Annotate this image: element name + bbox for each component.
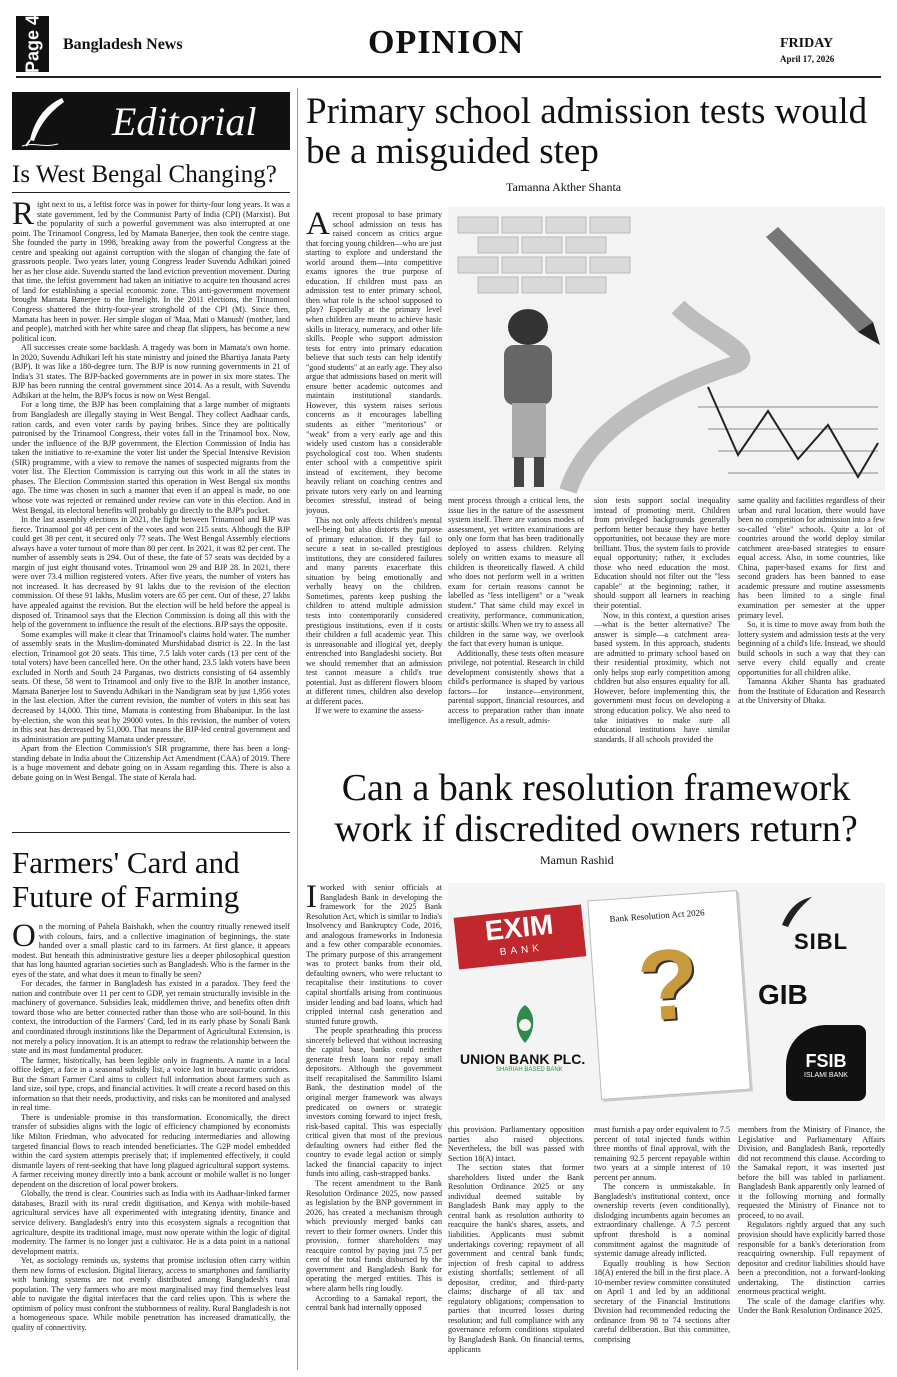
farmers-title: Farmers' Card and Future of Farming [12, 845, 240, 914]
section-title: OPINION [368, 24, 525, 61]
editorial-body: Right next to us, a leftist force was in power for thirty-four long years. It was a state government, led by the Communist Party of India (CPI) (Marxist). But the popularity of such a powerful government was also interrupted at one point. The Trinamool Congress, led by Mamata Banerjee, then took the centre stage. She founded the party in 1998, breaking away from the powerful Congress at the centre and speaking out against corruption with the slogan of changing the fate of grassroots people. Two years later, young Congress leader Suvendu Adhikari joined her as her close aide. Suvendu started the land eviction prevention movement. During that time, the leftist government had taken an initiative to acquire ten thousand acres of land for establishing a special economic zone. This anti-government movement brought Mamata Banerjee to the limelight. In the 2011 elections, the Trinamool Congress shattered the thirty-four-year stronghold of the CPI (M). Since then, Mamata has been in power. Her simple slogan of 'Maa, Mati o Manush' (mother, land and people), matched with her white saree and cheap flat slippers, has become a new political icon. All successes create some backlash. A tragedy was born in Mamata's own home. In 2020, Suvendu Adhikari left his state ministry and joined the Bhartiya Janata Party (BJP). It was like a 180-degree turn. The BJP is now running governments in 21 of India's 31 states. The BJP-backed governments are in power in six more states. The BJP has been running the central government since 2014. As a result, with Suvendu Adhikari at the helm, the BJP's focus is now on West Bengal. For a long time, the BJP has been complaining that a large number of migrants from Bangladesh are illegally staying in West Bengal. They collect Aadhaar cards, ration cards, and even voter cards by paying bribes. Since they are politically patronised by the Trinamool Congress, their votes fall in the Trinamool box. Now, under the influence of the BJP government, the Election Commission of India has taken the initiative to re-examine the voter list under the Special Intensive Revision (SIR) programme, with a view to remove the names of suspected migrants from the voter list. The Election Commission is carrying out this work in all the states in phases. The Election Commission started this operation in West Bengal six months ago. The time was chosen in such a manner that even if an appeal is made, no one whose vote was rejected or remained under review can vote in this election. And in West Bengal, its electoral benefits will probably go directly to the BJP's pocket. In the last assembly elections in 2021, the fight between Trinamool and BJP was fierce. Trinamool got 48 per cent of the votes and won 215 seats. Although the BJP could get 38 per cent, it secured only 77 seats. The West Bengal Assembly elections always have a voter turnout of more than 80 per cent. In 2021, it was 82 per cent. The number of assembly seats is 294. Out of these, the fate of 57 seats was decided by a margin of just eight thousand votes. Trinamool won 29 and BJP 28. In 2021, there were over 73.4 million registered voters. After five years, the number of voters has not increased. It has decreased by 91 lakhs due to the revision of the election commission. Of these 91 lakhs, Muslim voters are 65 per cent. Out of these, 27 lakhs have appealed against the revision. But the election will be held before the appeal is disposed of. Trinamool says that the Election Commission is doing all this with the help of the government to influence the result of the elections. BJP says the opposite. Some examples will make it clear that Trinamool's claims hold water. The number of assembly seats in the Muslim-dominated Murshidabad district is 22. In the last election, Trinamool got 20 seats. This time, 7.5 lakh voter cards (13 per cent of the total voters) have been cancelled here. On the other hand, 23.5 lakh voters have been excluded in North and South 24 Parganas, two districts consisting of 64 assembly seats. Of these, 58 went to Trinamool and only five to the BJP. In another instance, Mamata Banerjee lost to Suvendu Adhikari in the Nandigram seat by just 1,956 votes in the last election. After the current revision, the number of voters in this seat has decreased by 14,000. This time, Mamata is contesting from Bhabanipur. In the last by-election, she won this seat by 29000 votes. In this revision, the number of voters in this seat has decreased by 51,000. That means the BJP-led central government and its administration are putting Mamata under pressure. Apart from the Election Commission's SIR programme, there has been a long-standing debate in India about the Citizenship Act Amendment (CAA) of 2019. There is a huge movement and debate going on in Assam regarding this. There is also a debate going on in West Bengal. The state of Kerala had. [12, 196, 290, 782]
union-bank-emblem-icon [510, 1001, 540, 1047]
union-bank-sub: SHARIAH BASED BANK [496, 1067, 563, 1073]
primary-title: Primary school admission tests would be a misguided step [306, 91, 868, 172]
editorial-title-rule [12, 192, 290, 193]
sibl-emblem-icon [778, 895, 814, 929]
child-and-pencil-graph-icon [448, 207, 885, 491]
paper-name: Bangladesh News [63, 36, 183, 53]
primary-col2: ment process through a critical lens, the issue lies in the nature of the assessment system itself. There are various modes of assessment, yet written examinations are only one form that has been traditionally deployed to assess children. Relying solely on written exams to measure all children is theoretically flawed. A child who does not perform well in a written exam for certain reasons cannot be labelled as "less intelligent" or a "weak student." That same child may excel in creativity, performance, communication, or artistic skills. When we try to assess all children in the same way, we overlook the fact that every human is unique. Additionally, these tests often measure privilege, not potential. Research in child development consistently shows that a child's performance is shaped by various factors—for instance—environment, parental support, financial resources, and access to preparation rather than innate intelligence. As a result, admis- [448, 496, 584, 725]
sibl-logo: SIBL [794, 929, 849, 954]
bank-col3: must furnish a pay order equivalent to 7.5 percent of total injected funds within three months of final approval, with the remaining 92.5 percent repayable within two years at a simple interest of 10 percent per annum. The concern is unmistakable. In Bangladesh's institutional context, once ownership reverts (even conditionally), dislodging incumbents again becomes an extraordinary challenge. A 7.5 percent upfront threshold is a nominal commitment against the magnitude of systemic damage already inflicted. Equally troubling is how Section 18(A) entered the bill in the first place. A 10-member review committee constituted on April 1 and led by an additional secretary of the Financial Institutions Division had recommended reducing the ordinance from 98 to 74 sections after careful deliberation. But this committee, comprising [594, 1125, 730, 1345]
quill-pen-icon [14, 92, 84, 150]
page-label: Page 4 [22, 14, 42, 74]
bank-illustration [448, 883, 885, 1121]
bank-title: Can a bank resolution framework work if discredited owners return? [334, 767, 858, 850]
bank-resolution-document [587, 890, 751, 1100]
union-bank-name: UNION BANK PLC. [460, 1051, 586, 1067]
issue-date: April 17, 2026 [780, 54, 835, 64]
masthead-rule [16, 76, 881, 78]
question-mark-icon: ? [633, 927, 703, 1044]
bank-col1: I worked with senior officials at Bangladesh Bank in developing the framework for the 2025 Bank Resolution Act, which is similar to India's Insolvency and Bankruptcy Code, 2016, and analogous frameworks in Indonesia and a few other comparable economies. The primary purpose of this arrangement was to protect banks from their old, defaulting owners, who were reluctant to recapitalise their institutions to cover capital shortfalls arising from continuous insider lending and bad loans, which had crippled internal cash generation and stunted future growth. The people spearheading this process sincerely believed that without increasing the capital base, banks could neither generate fresh loans nor repay small depositors. Although the government itself recapitalised the Sammilito Islami Bank, the destination model of the original merger framework was always predicated on owners or strategic investors coming forward to inject fresh, risk-based capital. This was especially critical given that most of the previous defaulting owners had either fled the country to evade legal action or simply lacked the financial capacity to inject funds into ailing, cash-strapped banks. The recent amendment to the Bank Resolution Ordinance 2025, now passed as legislation by the BNP government in 2026, has created a mechanism through which previously merged banks can revert to their former owners. Under this provision, former shareholders may reacquire control by paying just 7.5 per cent of the total funds disbursed by the government and Bangladesh Bank for operating the merged entities. This is where alarm bells ring loudly. According to a Samakal report, the central bank had internally opposed [306, 879, 442, 1313]
bank-col2: this provision. Parliamentary opposition parties also raised objections. Nevertheless, the bill was passed with Section 18(A) intact. The section states that former shareholders listed under the Bank Resolution Ordinance 2025 or any individual deemed suitable by Bangladesh Bank may apply to the central bank as resolution authority to reacquire the bank's shares, assets, and liabilities. Applicants must submit undertakings covering: repayment of all government and central bank funds; injection of fresh capital to address existing shortfalls; settlement of all depositor, creditor, and third-party claims; discharge of all tax and regulatory obligations; compensation to parties that incurred losses during resolution; and full compliance with any governance reform conditions stipulated by Bangladesh Bank. On financial terms, applicants [448, 1125, 584, 1354]
editorial-label: Editorial [112, 99, 257, 144]
page-number-tab [16, 16, 49, 72]
column-rule [297, 88, 298, 1370]
document-title: Bank Resolution Act 2026 [609, 907, 705, 924]
primary-col3: sion tests support social inequality instead of promoting merit. Children from privileged backgrounds generally perform better because they have better opportunities, not because they are more brilliant. Thus, the system fails to provide equal opportunity; rather, it excludes those who need education the most. Education should not filter out the "less capable" at the beginning; rather, it should support all learners in reaching their potential. Now, in this context, a question arises—what is the better alternative? The answer is simple—a catchment area-based system. In this approach, students are admitted to primary school based on their residential proximity, which not only helps stop early competition among children but also ensures equality for all. However, before implementing this, the government must focus on developing a strong education policy. We also need to take initiatives to make sure all educational institutions have similar standards. If all schools provided the [594, 496, 730, 744]
primary-col1: A recent proposal to base primary school admission on tests has raised concern as critics argue that forcing young children—who are just starting to explore and understand the world around them—into competitive exams ignores the true purpose of education. If children must pass an admission test to enter primary school, then what role is the school supposed to play? Especially at the primary level when children are meant to achieve basic skills in literacy, numeracy, and other life skills. People who support admission tests for entry into primary education believe that such tests can help identify "good students" at an early age. They also argue that admissions based on merit will ensure better academic outcomes and maintain institutional standards. However, this system raises serious concerns as it encourages labelling students as either "meritorious" or "weak" from a very early age and this widely used custom has a considerable psychological cost too. When students enter school with a competitive spirit instead of excitement, they become heavily reliant on coaching centres and private tutors very early on and learning becomes stressful, instead of being joyous. This not only affects children's mental well-being but also distorts the purpose of primary education. If they fail to secure a seat in so-called prestigious institutions, they are considered failures and many parents exacerbate this situation by being emotionally and verbally heavy on the children. Sometimes, parents keep pushing the children to attend multiple admission tests into contemporarily considered prestigious institutions, even if it costs their children a full academic year. This is unreasonable and illogical yet, deeply entrenched into Bangladeshi society. But we should remember that an admission test cannot measure a child's true potential. Just as different flowers bloom at different times, children also develop at different paces. If we were to examine the assess- [306, 206, 442, 716]
editorial-title: Is West Bengal Changing? [12, 161, 277, 188]
primary-col4: same quality and facilities regardless of their urban and rural location, there would have been no competition for admission into a few so-called "elite" schools. Quite a lot of countries around the world deploy similar catchment area-based strategies to ensure equal access. Also, in some countries, like China, paper-based exams for first and second graders has been banned to ease academic pressure and routine assessments has been limited to a single final examination per semester at the upper primary level. So, it is time to move away from both the lottery system and admission tests at the very beginning of a child's life. Instead, we should build schools in such a way that they can serve every child equally and create opportunities for all children alike. Tamanna Akther Shanta has graduated from the Institute of Education and Research at the University of Dhaka. [738, 496, 885, 706]
farmers-body: On the morning of Pahela Baishakh, when the country ritually renewed itself with colours, fairs, and a collective imagination of beginnings, the state handed over a small plastic card to its farmers. At first glance, it appears modest. But beneath this administrative gesture lies a deeper philosophical question that has long haunted agrarian societies such as Bangladesh. Who is the farmer in the eyes of the state, and what does it mean to finally be seen? For decades, the farmer in Bangladesh has existed in a paradox. They feed the nation and contribute over 11 per cent to GDP, yet remain structurally invisible in the machinery of governance. Subsidies leak, middlemen thrive, and benefits often drift toward those who are better connected rather than those who are soil-bound. In this context, the introduction of the Farmers' Card, led in its early phase by Sonali Bank and coordinated through institutions like the Department of Agricultural Extension, is not merely a policy innovation. It is an attempt to redraw the relationship between the state and its most fundamental producer. The farmer, historically, has been legible only in fragments. A name in a local office ledger, a face in a seasonal subsidy list, a voice lost in bureaucratic corridors. But the Smart Farmer Card aims to collect full information about farmers such as land size, soil type, crops, and financial activities. It will create a record based on this information so that their needs, productivity, and risks can be monitored and analysed in real time. There is undeniable promise in this transformation. Economically, the direct transfer of subsidies aligns with the logic of efficiency championed by economists like Milton Friedman, who advocated for reducing intermediaries and allowing targeted financial flows to reach intended beneficiaries. The G2P model embedded within the card system attempts precisely that; if implemented effectively, it could dismantle layers of rent-seeking that have long plagued agricultural support systems. A farmer receiving money directly into a bank account or mobile wallet is no longer dependent on the discretion of local power brokers. Globally, the trend is clear. Countries such as India with its Aadhaar-linked farmer databases, Brazil with its rural credit digitisation, and Kenya with mobile-based agricultural services have all experimented with integrating identity, finance and service delivery. Bangladesh's entry into this ecosystem signals a recognition that agriculture, despite its traditional image, must now operate within the logic of digital modernity. The farmer is no longer just a cultivator. He is a data point in a national development matrix. Yet, as sociology reminds us, systems that promise inclusion often carry within them new forms of exclusion. Digital literacy, access to smartphones and familiarity with banking systems are not evenly distributed among Bangladesh's rural population. The very farmers who are most marginalised may find themselves least able to navigate the digital interfaces that the card relies upon. This is where the optimism of policy must confront the stubbornness of reality. Rural Bangladesh is not a homogeneous space. While mobile penetration has increased dramatically, the quality of connectivity. [12, 918, 290, 1332]
primary-author: Tamanna Akther Shanta [506, 180, 622, 194]
bank-col4: members from the Ministry of Finance, the Legislative and Parliamentary Affairs Division, and Bangladesh Bank, reportedly did not recommend this clause. According to the Samakal report, it was inserted just before the bill was tabled in parliament. Bangladesh Bank apparently only learned of it the following morning and formally requested the Ministry of Finance not to proceed, to no avail. Regulators rightly argued that any such provision should have explicitly barred those responsible for a bank's deterioration from reacquiring ownership. Full repayment of depositor and creditor liabilities should have been a precondition, not a forward-looking undertaking. The distinction carries enormous practical weight. The scale of the damage clarifies why. Under the Bank Resolution Ordinance 2025. [738, 1125, 885, 1316]
gib-logo: GIB [758, 979, 808, 1010]
exim-logo: EXIM BANK [454, 904, 587, 969]
issue-day: FRIDAY [780, 36, 834, 51]
bank-author: Mamun Rashid [540, 853, 614, 867]
fsib-logo: FSIB ISLAMI BANK [786, 1025, 866, 1101]
editorial-banner [12, 92, 290, 150]
primary-illustration [448, 207, 885, 491]
section-divider [12, 832, 290, 833]
